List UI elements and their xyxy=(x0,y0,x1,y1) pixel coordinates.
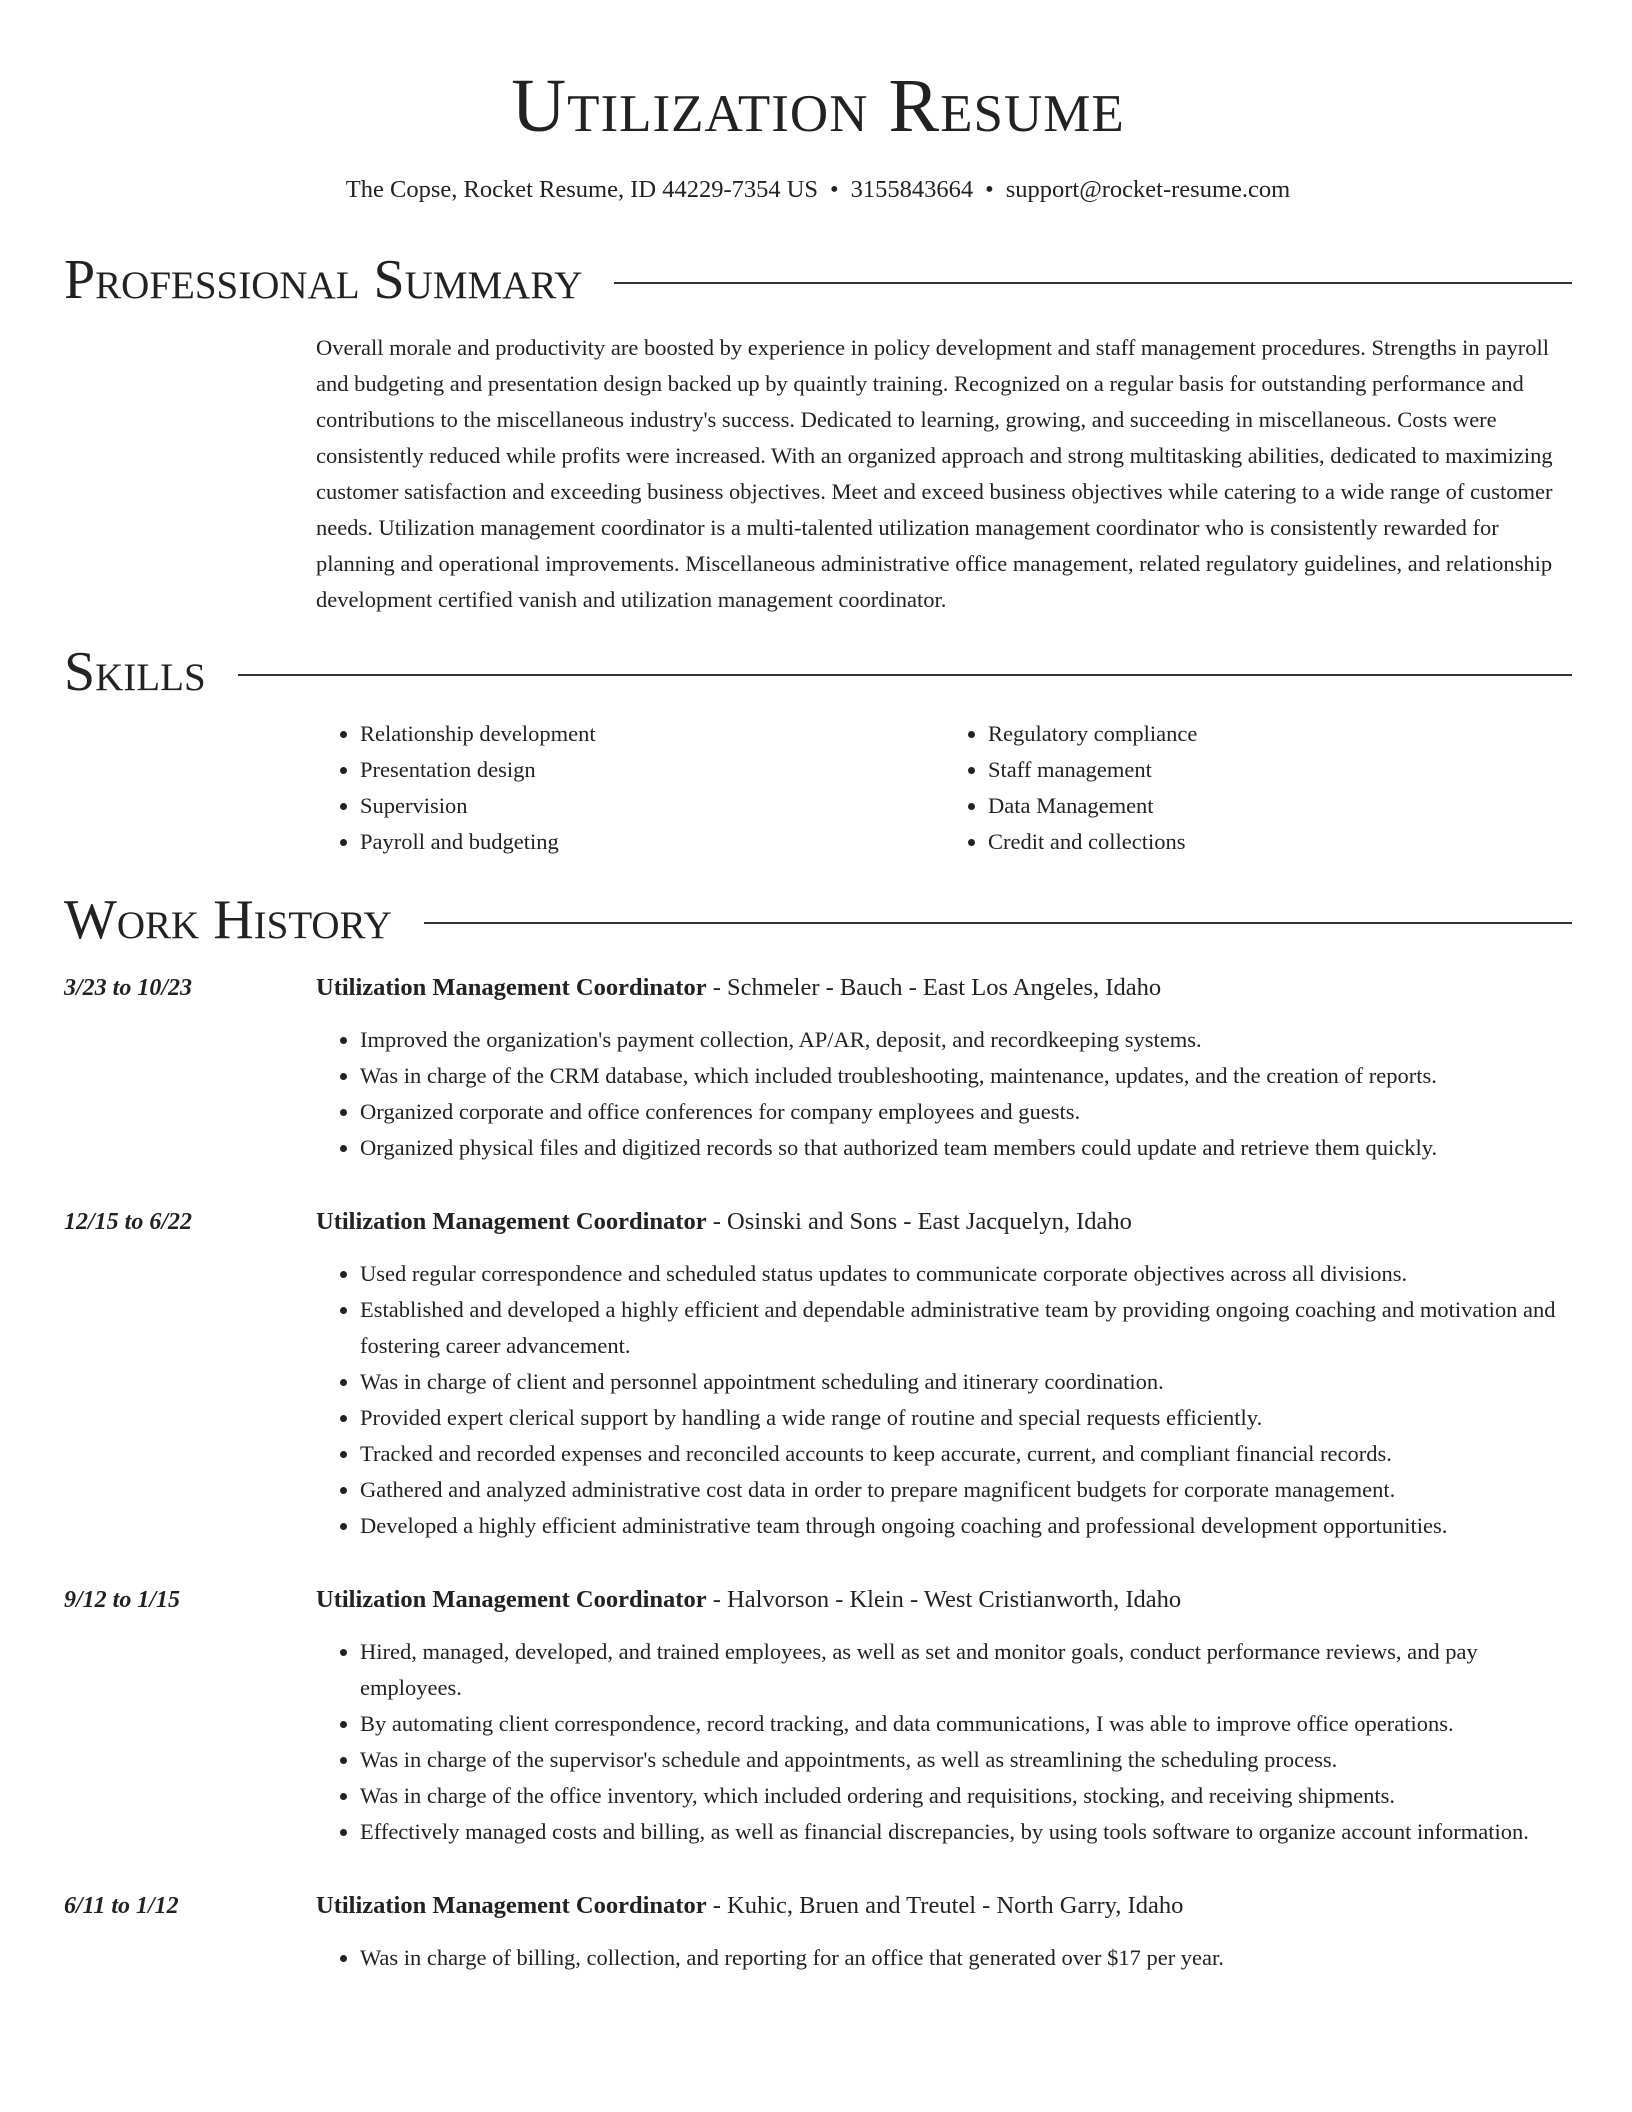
skill-item: • Relationship development xyxy=(360,716,944,752)
summary-text: Overall morale and productivity are boosted by experience in policy development and staff management procedures. Strengths in payroll and budgeting and presentation design backed up by quaintly training. Recognized on a regular basis for outstanding performance and contributions to the miscellaneous industry's success. Dedicated to learning, growing, and succeeding in miscellaneous. Costs were consistently reduced while profits were increased. With an organized approach and strong multitasking abilities, dedicated to maximizing customer satisfaction and exceeding business objectives. Meet and exceed business objectives while catering to a wide range of customer needs. Utilization management coordinator is a multi-talented utilization management coordinator who is consistently rewarded for planning and operational improvements. Miscellaneous administrative office management, related regulatory guidelines, and relationship development certified vanish and utilization management coordinator. xyxy=(316,335,1553,612)
skills-list xyxy=(316,716,1572,860)
job-entry xyxy=(64,1204,1572,1544)
section-rule xyxy=(238,674,1572,676)
job-title-line xyxy=(316,970,1572,1006)
contact-phone: 3155843664 xyxy=(850,176,974,203)
job-bullet: • Improved the organization's payment collection, AP/AR, deposit, and recordkeeping systems. xyxy=(360,1022,1572,1058)
job-dates: 6/11 to 1/12 xyxy=(64,1893,179,1919)
job-bullet: • Was in charge of the supervisor's schedule and appointments, as well as streamlining the scheduling process. xyxy=(360,1742,1572,1778)
job-bullets xyxy=(316,1940,1572,1976)
job-bullet: • Hired, managed, developed, and trained employees, as well as set and monitor goals, conduct performance reviews, and pay employees. xyxy=(360,1634,1572,1706)
section-rule xyxy=(424,922,1572,924)
job-dates: 12/15 to 6/22 xyxy=(64,1209,193,1235)
job-title-line xyxy=(316,1204,1572,1240)
skill-item: • Regulatory compliance xyxy=(988,716,1572,752)
job-title: Utilization Management Coordinator xyxy=(316,974,707,1001)
skill-item: • Data Management xyxy=(988,788,1572,824)
job-title: Utilization Management Coordinator xyxy=(316,1892,707,1919)
job-bullet: • Organized physical files and digitized records so that authorized team members could update and retrieve them quickly. xyxy=(360,1130,1572,1166)
contact-line xyxy=(64,174,1572,206)
job-bullet: • Developed a highly efficient administrative team through ongoing coaching and professional development opportunities. xyxy=(360,1508,1572,1544)
section-title: Professional Summary xyxy=(64,249,583,311)
job-dates: 3/23 to 10/23 xyxy=(64,975,193,1001)
skill-item: • Payroll and budgeting xyxy=(360,824,944,860)
section-title: Skills xyxy=(64,641,206,703)
section-heading-summary xyxy=(64,248,1572,312)
skill-item: • Presentation design xyxy=(360,752,944,788)
skills-column-left xyxy=(316,716,944,860)
section-rule xyxy=(614,282,1572,284)
job-bullet: • Effectively managed costs and billing, as well as financial discrepancies, by using tools software to organize account information. xyxy=(360,1814,1572,1850)
job-title: Utilization Management Coordinator xyxy=(316,1586,707,1613)
contact-address: The Copse, Rocket Resume, ID 44229-7354 US xyxy=(345,176,819,203)
job-bullet: • Used regular correspondence and scheduled status updates to communicate corporate objectives across all divisions. xyxy=(360,1256,1572,1292)
job-bullet: • Was in charge of the office inventory, which included ordering and requisitions, stocking, and receiving shipments. xyxy=(360,1778,1572,1814)
skill-item: • Credit and collections xyxy=(988,824,1572,860)
job-title: Utilization Management Coordinator xyxy=(316,1208,707,1235)
job-bullet: • Established and developed a highly efficient and dependable administrative team by providing ongoing coaching and motivation and fostering career advancement. xyxy=(360,1292,1572,1364)
job-bullets xyxy=(316,1256,1572,1544)
skill-item: • Staff management xyxy=(988,752,1572,788)
job-employer: - Schmeler - Bauch - East Los Angeles, Idaho xyxy=(706,974,1162,1001)
job-employer: - Halvorson - Klein - West Cristianworth, Idaho xyxy=(706,1586,1182,1613)
job-bullet: • Was in charge of billing, collection, and reporting for an office that generated over $17 per year. xyxy=(360,1940,1572,1976)
job-bullet: • Organized corporate and office conferences for company employees and guests. xyxy=(360,1094,1572,1130)
job-entry xyxy=(64,1582,1572,1850)
job-employer: - Kuhic, Bruen and Treutel - North Garry, Idaho xyxy=(706,1892,1184,1919)
contact-separator: • xyxy=(985,176,994,203)
job-bullets xyxy=(316,1634,1572,1850)
resume-name: Utilization Resume xyxy=(511,64,1125,148)
contact-separator: • xyxy=(830,176,839,203)
job-bullet: • By automating client correspondence, record tracking, and data communications, I was able to improve office operations. xyxy=(360,1706,1572,1742)
job-entry xyxy=(64,970,1572,1166)
job-bullet: • Provided expert clerical support by handling a wide range of routine and special requests efficiently. xyxy=(360,1400,1572,1436)
job-bullet: • Was in charge of the CRM database, which included troubleshooting, maintenance, updates, and the creation of reports. xyxy=(360,1058,1572,1094)
skills-column-right xyxy=(944,716,1572,860)
job-title-line xyxy=(316,1582,1572,1618)
job-dates: 9/12 to 1/15 xyxy=(64,1587,181,1613)
job-bullet: • Gathered and analyzed administrative cost data in order to prepare magnificent budgets for corporate management. xyxy=(360,1472,1572,1508)
resume-page xyxy=(64,0,1572,1976)
skill-item: • Supervision xyxy=(360,788,944,824)
job-entry xyxy=(64,1888,1572,1976)
section-heading-skills xyxy=(64,640,1572,704)
job-employer: - Osinski and Sons - East Jacquelyn, Idaho xyxy=(706,1208,1132,1235)
job-title-line xyxy=(316,1888,1572,1924)
job-bullet: • Tracked and recorded expenses and reconciled accounts to keep accurate, current, and compliant financial records. xyxy=(360,1436,1572,1472)
contact-email: support@rocket-resume.com xyxy=(1005,176,1291,203)
job-bullets xyxy=(316,1022,1572,1166)
section-title: Work History xyxy=(64,889,392,951)
section-heading-work-history xyxy=(64,888,1572,952)
job-bullet: • Was in charge of client and personnel appointment scheduling and itinerary coordination. xyxy=(360,1364,1572,1400)
